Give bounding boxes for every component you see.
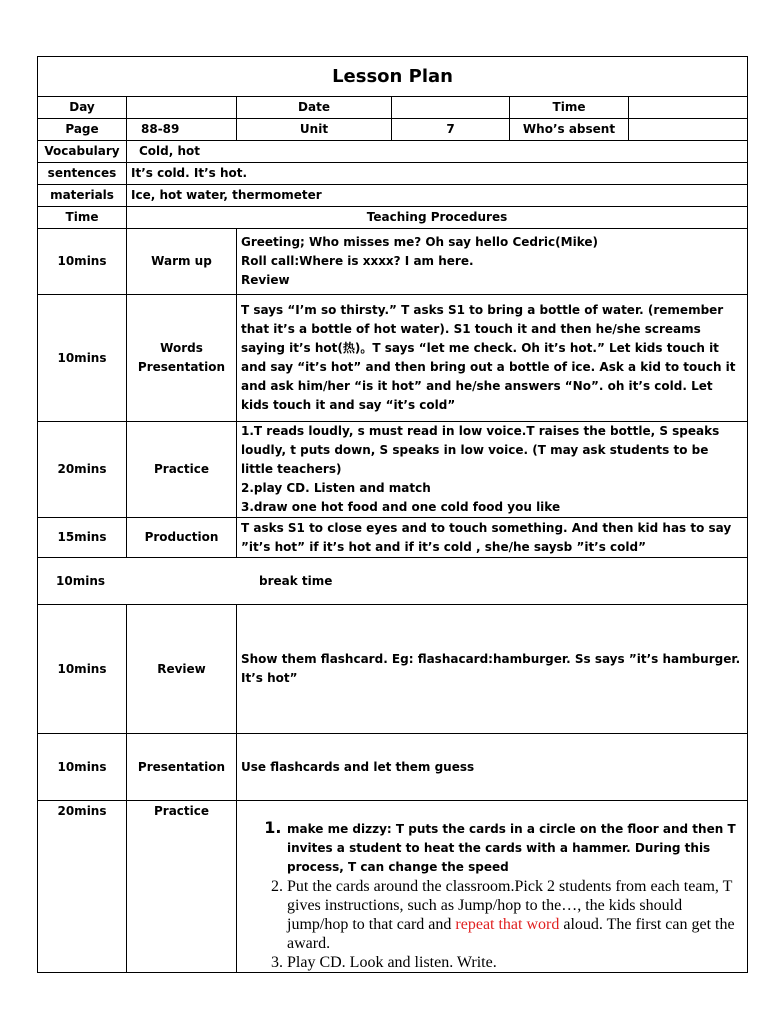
procedure-row-practice	[38, 422, 748, 518]
page-value: 88-89	[127, 119, 237, 141]
row-time: 10mins	[38, 734, 127, 801]
row-time: 10mins	[56, 574, 106, 588]
highlight-text: repeat that word	[455, 916, 560, 933]
page-title: Lesson Plan	[38, 57, 748, 97]
row-stage: Words Presentation	[127, 295, 237, 422]
content-line: Use flashcards and let them guess	[241, 759, 475, 774]
procedures-header-row	[38, 207, 748, 229]
row-time: 10mins	[38, 295, 127, 422]
content-line: T asks S1 to close eyes and to touch something. And then kid has to say ”it’s hot” if it’s hot and if it’s cold , she/he saysb ”it’s cold”	[241, 520, 732, 554]
day-label: Day	[38, 97, 127, 119]
content-line: Greeting; Who misses me? Oh say hello Cedric(Mike)	[241, 235, 598, 249]
date-label: Date	[237, 97, 392, 119]
row-time: 10mins	[38, 605, 127, 734]
lesson-plan-table	[37, 56, 748, 973]
row-time: 20mins	[38, 801, 127, 973]
row-content	[237, 229, 748, 295]
title-row	[38, 57, 748, 97]
row-time: 10mins	[38, 229, 127, 295]
procedure-row-production	[38, 518, 748, 558]
absent-label: Who’s absent	[510, 119, 629, 141]
row-time: 15mins	[38, 518, 127, 558]
sentences-label: sentences	[38, 163, 127, 185]
row-content	[237, 422, 748, 518]
list-item: 1. make me dizzy: T puts the cards in a circle on the floor and then T invites a student to heat the cards with a hammer. During this process, T can change the speed	[287, 818, 743, 877]
procedures-title: Teaching Procedures	[127, 207, 748, 229]
item-text: Put the cards around the classroom.Pick 2 students from each team, T gives instructions, such as Jump/hop to the…, the kids should jump/hop to that card and	[287, 878, 733, 933]
header-row-page	[38, 119, 748, 141]
procedure-row-break	[38, 558, 748, 605]
row-stage: Practice	[127, 422, 237, 518]
content-line: 2.play CD. Listen and match	[241, 481, 431, 495]
unit-value: 7	[392, 119, 510, 141]
time-value	[629, 97, 748, 119]
day-value	[127, 97, 237, 119]
row-content	[237, 295, 748, 422]
content-line: Review	[241, 273, 290, 287]
item-text: aloud. The first can get the award.	[287, 916, 735, 952]
row-content	[237, 801, 748, 973]
materials-value: Ice, hot water, thermometer	[127, 185, 748, 207]
procedure-row-presentation	[38, 734, 748, 801]
row-content	[237, 518, 748, 558]
content-line: Roll call:Where is xxxx? I am here.	[241, 254, 474, 268]
time-label: Time	[510, 97, 629, 119]
content-line: 3.draw one hot food and one cold food you like	[241, 500, 561, 514]
unit-label: Unit	[237, 119, 392, 141]
header-row-day	[38, 97, 748, 119]
sentences-value: It’s cold. It’s hot.	[127, 163, 748, 185]
content-line: T says “I’m so thirsty.” T asks S1 to bring a bottle of water. (remember that it’s a bottle of hot water). S1 touch it and then he/she screams saying it’s hot(热)。T says “let me check. Oh it’s hot.” Let kids touch it and say “it’s hot” and then bring out a bottle of ice. Ask a kid to touch it and ask him/her “is it hot” and he/she answers “No”. oh it’s cold. Let kids touch it and say “it’s cold”	[241, 303, 736, 412]
materials-row	[38, 185, 748, 207]
content-line: 1.T reads loudly, s must read in low voice.T raises the bottle, S speaks loudly, t puts down, S speaks in low voice. (T may ask students to be little teachers)	[241, 424, 720, 476]
vocabulary-value: Cold, hot	[127, 141, 748, 163]
sentences-row	[38, 163, 748, 185]
materials-label: materials	[38, 185, 127, 207]
break-cell	[38, 558, 748, 605]
content-line: Show them flashcard. Eg: flashacard:hamburger. Ss says ”it’s hamburger. It’s hot”	[241, 652, 741, 685]
procedure-row-practice-2	[38, 801, 748, 973]
row-content	[237, 605, 748, 734]
absent-value	[629, 119, 748, 141]
procedure-row-words-presentation	[38, 295, 748, 422]
row-content	[237, 734, 748, 801]
row-stage: Production	[127, 518, 237, 558]
vocabulary-row	[38, 141, 748, 163]
row-stage: Review	[127, 605, 237, 734]
list-item	[287, 877, 743, 953]
procedure-row-warm-up	[38, 229, 748, 295]
vocabulary-label: Vocabulary	[38, 141, 127, 163]
row-stage: Presentation	[127, 734, 237, 801]
row-stage: break time	[259, 574, 333, 588]
activity-list	[241, 818, 743, 972]
procedure-row-review	[38, 605, 748, 734]
row-time: 20mins	[38, 422, 127, 518]
row-stage: Warm up	[127, 229, 237, 295]
page-label: Page	[38, 119, 127, 141]
date-value	[392, 97, 510, 119]
list-item: 3. Play CD. Look and listen. Write.	[287, 953, 743, 972]
row-stage: Practice	[127, 801, 237, 973]
procedures-time-label: Time	[38, 207, 127, 229]
